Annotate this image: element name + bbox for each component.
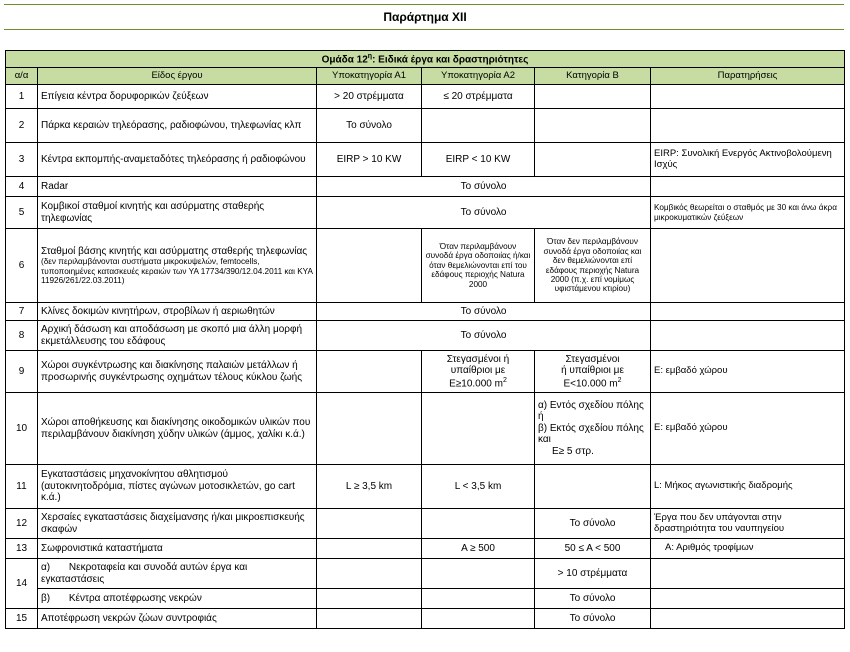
cell-b-line1: Στεγασμένοι <box>565 353 620 365</box>
cell-b: Το σύνολο <box>535 509 651 539</box>
cell-notes: Κομβικός θεωρείται ο σταθμός με 30 και άνω άκρα μικροκυματικών ζεύξεων <box>651 197 845 229</box>
cell-notes <box>651 609 845 629</box>
col-header-b: Κατηγορία Β <box>535 68 651 85</box>
cell-notes <box>651 559 845 589</box>
project-type: Εγκαταστάσεις μηχανοκίνητου αθλητισμού (αυτοκινητοδρόμια, πίστες αγώνων μοτοσικλετών, go cart κ.ά.) <box>38 465 317 509</box>
project-type <box>38 589 317 609</box>
cell-b: Στεγασμένοι ή υπαίθριοι με Ε<10.000 $m^2$ <box>535 351 651 393</box>
cell-a2: ≤ 20 στρέμματα <box>422 85 535 109</box>
project-type: Επίγεια κέντρα δορυφορικών ζεύξεων <box>38 85 317 109</box>
subitem-text: Κέντρα αποτέφρωσης νεκρών <box>68 592 202 604</box>
cell-a1: EIRP > 10 KW <box>317 143 422 177</box>
row-number: 11 <box>6 465 38 509</box>
row-number: 1 <box>6 85 38 109</box>
cell-a1-a2-b: Το σύνολο <box>317 303 651 321</box>
cell-notes: Ε: εμβαδό χώρου <box>651 393 845 465</box>
project-type: Radar <box>38 177 317 197</box>
row-number: 9 <box>6 351 38 393</box>
group-header-row <box>6 51 845 68</box>
cell-a1 <box>317 559 422 589</box>
cell-a2: Α ≥ 500 <box>422 539 535 559</box>
row-number: 10 <box>6 393 38 465</box>
group-header: Ομάδα $12^\eta$: Ειδικά έργα και δραστηριότητες <box>6 51 845 68</box>
cell-a1: > 20 στρέμματα <box>317 85 422 109</box>
cell-a2: Στεγασμένοι ή υπαίθριοι με Ε≥10.000 $m^2$ <box>422 351 535 393</box>
cell-a1-a2-b: Το σύνολο <box>317 177 651 197</box>
project-type: Κομβικοί σταθμοί κινητής και ασύρματης σταθερής τηλεφωνίας <box>38 197 317 229</box>
cell-notes: Έργα που δεν υπάγονται στην δραστηριότητα του ναυπηγείου <box>651 509 845 539</box>
cell-b: Το σύνολο <box>535 609 651 629</box>
cell-a1 <box>317 609 422 629</box>
project-type-main: Σταθμοί βάσης κινητής και ασύρματης σταθερής τηλεφωνίας <box>41 245 308 257</box>
cell-a1 <box>317 229 422 303</box>
cell-a2 <box>422 609 535 629</box>
cell-notes: Ε: εμβαδό χώρου <box>651 351 845 393</box>
cell-a2: L < 3,5 km <box>422 465 535 509</box>
cell-a1: L ≥ 3,5 km <box>317 465 422 509</box>
row-number: 12 <box>6 509 38 539</box>
cell-a2-line1: Στεγασμένοι ή υπαίθριοι με <box>446 353 510 377</box>
project-type: Σωφρονιστικά καταστήματα <box>38 539 317 559</box>
cell-b: 50 ≤ Α < 500 <box>535 539 651 559</box>
cell-notes <box>651 177 845 197</box>
annex-title: Παράρτημα XII <box>383 10 467 24</box>
cell-a2: EIRP < 10 KW <box>422 143 535 177</box>
table-row <box>6 393 845 465</box>
cell-a2 <box>422 559 535 589</box>
row-number: 15 <box>6 609 38 629</box>
cell-b: Όταν δεν περιλαμβάνουν συνοδά έργα οδοποιίας και δεν θεμελιώνονται επί εδάφους περιοχής Natura 2000 (π.χ. επί νομίμως υφιστάμενου κτιρίου) <box>535 229 651 303</box>
cell-a1-a2-b: Το σύνολο <box>317 321 651 351</box>
project-type: Χώροι συγκέντρωσης και διακίνησης παλαιών μετάλλων ή προσωρινής συγκέντρωσης οχημάτων τέλους κύκλου ζωής <box>38 351 317 393</box>
project-type: Αρχική δάσωση και αποδάσωση με σκοπό μια άλλη μορφή εκμετάλλευσης του εδάφους <box>38 321 317 351</box>
project-type: Χώροι αποθήκευσης και διακίνησης οικοδομικών υλικών που περιλαμβάνουν διακίνηση χύδην υλικών (άμμος, χαλίκι κ.ά.) <box>38 393 317 465</box>
row-number: 3 <box>6 143 38 177</box>
cell-notes: L: Μήκος αγωνιστικής διαδρομής <box>651 465 845 509</box>
cell-a2 <box>422 509 535 539</box>
cell-a2 <box>422 589 535 609</box>
table-row <box>6 509 845 539</box>
table-row <box>6 589 845 609</box>
table-row <box>6 351 845 393</box>
cell-notes <box>651 85 845 109</box>
row-number: 8 <box>6 321 38 351</box>
cell-notes <box>651 229 845 303</box>
row-number: 2 <box>6 109 38 143</box>
table-row <box>6 465 845 509</box>
table-row <box>6 303 845 321</box>
cell-a1 <box>317 539 422 559</box>
cell-b: > 10 στρέμματα <box>535 559 651 589</box>
row-number: 7 <box>6 303 38 321</box>
top-rule <box>4 4 844 5</box>
project-type: Πάρκα κεραιών τηλεόρασης, ραδιοφώνου, τηλεφωνίας κλπ <box>38 109 317 143</box>
cell-b-line3: Ε<10.000 m <box>563 377 618 389</box>
table-row <box>6 229 845 303</box>
table-row <box>6 109 845 143</box>
table-row <box>6 143 845 177</box>
cell-b <box>535 465 651 509</box>
table-row <box>6 559 845 589</box>
project-type: Κλίνες δοκιμών κινητήρων, στροβίλων ή αεριωθητών <box>38 303 317 321</box>
table-row <box>6 85 845 109</box>
cell-b-option-a: α) Εντός σχεδίου πόλης <box>538 399 644 411</box>
cell-a2: Όταν περιλαμβάνουν συνοδά έργα οδοποιίας ή/και όταν θεμελιώνονται επί του εδάφους περιοχής Natura 2000 <box>422 229 535 303</box>
cell-notes: Α: Αριθμός τροφίμων <box>651 539 845 559</box>
column-header-row <box>6 68 845 85</box>
table-row <box>6 539 845 559</box>
project-type <box>38 559 317 589</box>
cell-a1: Το σύνολο <box>317 109 422 143</box>
subitem-text: Νεκροταφεία και συνοδά αυτών έργα και εγκαταστάσεις <box>41 562 248 585</box>
projects-table <box>5 50 845 629</box>
cell-b-line2: ή υπαίθριοι με <box>561 365 624 377</box>
subitem-label: α) <box>41 562 51 573</box>
table-row <box>6 609 845 629</box>
cell-b <box>535 109 651 143</box>
col-header-a1: Υποκατηγορία Α1 <box>317 68 422 85</box>
cell-a1 <box>317 393 422 465</box>
cell-b <box>535 143 651 177</box>
cell-b-option-b: β) Εκτός σχεδίου πόλης και <box>538 422 644 446</box>
table-row <box>6 197 845 229</box>
table-row <box>6 177 845 197</box>
cell-a2-line2: Ε≥10.000 m <box>449 377 503 389</box>
table-row <box>6 321 845 351</box>
project-type: Αποτέφρωση νεκρών ζώων συντροφιάς <box>38 609 317 629</box>
annex-header <box>0 0 850 40</box>
cell-b <box>535 393 651 465</box>
project-type: Κέντρα εκπομπής-αναμεταδότες τηλεόρασης ή ραδιοφώνου <box>38 143 317 177</box>
project-type-detail: (δεν περιλαμβάνονται συστήματα μικροκυψελών, femtocells, τυποποιημένες κατασκευές κεραιών των ΥΑ 17734/390/12.04.2011 και ΚΥΑ 11926/261/22.03.2011) <box>41 257 313 285</box>
cell-b-area: Ε≥ 5 στρ. <box>552 445 594 457</box>
cell-b: Το σύνολο <box>535 589 651 609</box>
cell-b-or: ή <box>538 411 544 423</box>
project-type <box>38 229 317 303</box>
row-number: 5 <box>6 197 38 229</box>
row-number: 14 <box>6 559 38 609</box>
col-header-num: α/α <box>6 68 38 85</box>
cell-notes <box>651 589 845 609</box>
col-header-a2: Υποκατηγορία Α2 <box>422 68 535 85</box>
col-header-type: Είδος έργου <box>38 68 317 85</box>
cell-a2 <box>422 109 535 143</box>
cell-a1 <box>317 509 422 539</box>
cell-a1 <box>317 351 422 393</box>
row-number: 4 <box>6 177 38 197</box>
cell-b <box>535 85 651 109</box>
cell-notes <box>651 109 845 143</box>
col-header-notes: Παρατηρήσεις <box>651 68 845 85</box>
cell-notes <box>651 321 845 351</box>
row-number: 6 <box>6 229 38 303</box>
cell-notes: EIRP: Συνολική Ενεργός Ακτινοβολούμενη Ισχύς <box>651 143 845 177</box>
title-underline <box>4 29 844 30</box>
row-number: 13 <box>6 539 38 559</box>
cell-a1-a2-b: Το σύνολο <box>317 197 651 229</box>
cell-notes <box>651 303 845 321</box>
project-type: Χερσαίες εγκαταστάσεις διαχείμανσης ή/και μικροεπισκευής σκαφών <box>38 509 317 539</box>
cell-a2 <box>422 393 535 465</box>
subitem-label: β) <box>41 592 51 604</box>
cell-a1 <box>317 589 422 609</box>
